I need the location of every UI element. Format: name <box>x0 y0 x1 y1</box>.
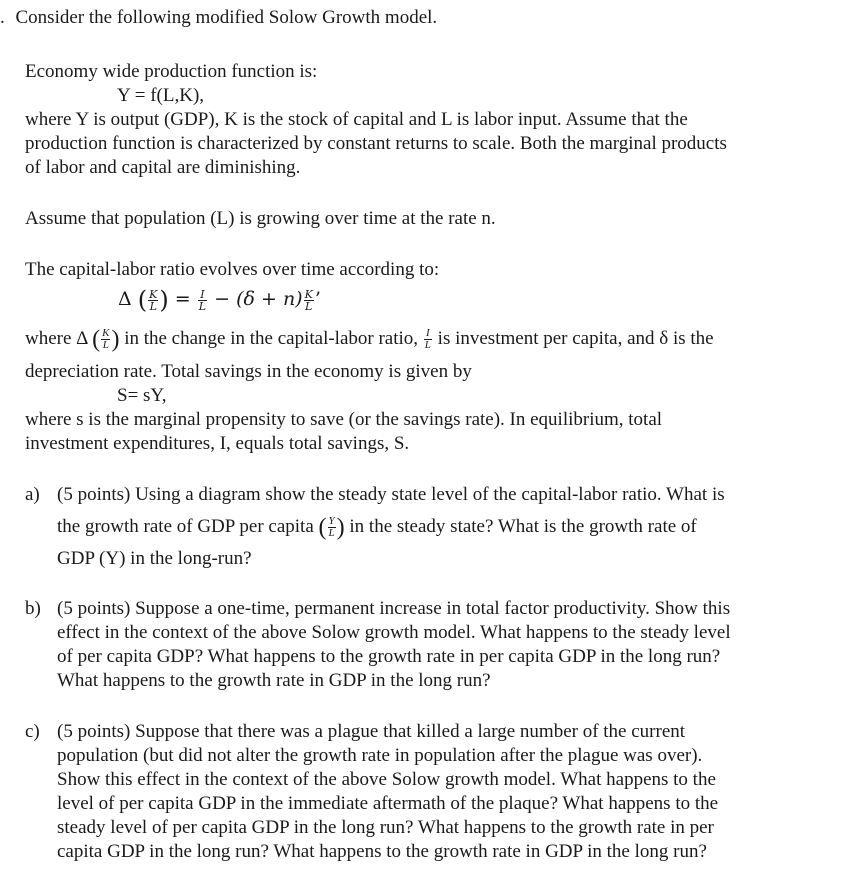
where-frac-k-over-l: $\frac{K}{L}$ <box>102 327 110 352</box>
eq-frac-i-over-l: $\frac{I}{L}$ <box>198 287 207 313</box>
eq-minus: − <box>214 288 231 310</box>
production-desc-2: production function is characterized by constant returns to scale. Both the marginal products <box>25 133 727 154</box>
eq-frac-k-over-l: $\frac{K}{L}$ <box>149 287 158 313</box>
problem-title-line <box>0 6 437 30</box>
frac-y-over-l: $\frac{Y}{L}$ <box>328 515 335 540</box>
question-b-label: b) <box>25 598 41 619</box>
question-a-line-3: GDP (Y) in the long-run? <box>57 548 252 569</box>
question-c-line-2: population (but did not alter the growth rate in population after the plague was over). <box>57 745 703 766</box>
question-c-line-5: steady level of per capita GDP in the long run? What happens to the growth rate in per <box>57 817 714 838</box>
capital-where-line: where Δ ( $\frac{K}{L}$ ) in the change in the capital-labor ratio, $\frac{I}{L}$ is investment per capita, and δ is the <box>25 326 714 353</box>
question-b-line-4: What happens to the growth rate in GDP in the long run? <box>57 670 491 691</box>
production-desc-1: where Y is output (GDP), K is the stock of capital and L is labor input. Assume that the <box>25 109 688 130</box>
question-c-line-1: (5 points) Suppose that there was a plague that killed a large number of the current <box>57 721 686 742</box>
eq-delta: Δ <box>118 288 132 310</box>
question-b-line-3: of per capita GDP? What happens to the growth rate in per capita GDP in the long run? <box>57 646 721 667</box>
eq-comma: ’ <box>314 288 321 310</box>
question-a-label: a) <box>25 484 40 505</box>
question-b-line-1: (5 points) Suppose a one-time, permanent increase in total factor productivity. Show this <box>57 598 731 619</box>
problem-number-mark: . <box>0 7 5 28</box>
where-frac-i-over-l: $\frac{I}{L}$ <box>424 327 431 352</box>
production-desc-3: of labor and capital are diminishing. <box>25 157 301 178</box>
capital-equilibrium-line: investment expenditures, I, equals total savings, S. <box>25 433 410 454</box>
capital-depreciation-line: depreciation rate. Total savings in the economy is given by <box>25 361 472 382</box>
question-c-line-3: Show this effect in the context of the above Solow growth model. What happens to the <box>57 769 716 790</box>
production-formula: Y = f(L,K), <box>117 85 205 106</box>
population-assumption: Assume that population (L) is growing over time at the rate n. <box>25 208 496 229</box>
capital-equation: Δ ( $\frac{K}{L}$ ) = $\frac{I}{L}$ − (δ + n) $\frac{K}{L}$ ’ <box>118 286 321 314</box>
capital-mps-line: where s is the marginal propensity to save (or the savings rate). In equilibrium, total <box>25 409 663 430</box>
eq-delta-n: (δ + n) <box>236 288 303 310</box>
capital-intro: The capital-labor ratio evolves over time according to: <box>25 259 440 280</box>
question-b-line-2: effect in the context of the above Solow growth model. What happens to the steady level <box>57 622 731 643</box>
production-intro: Economy wide production function is: <box>25 61 318 82</box>
question-a-line-2: the growth rate of GDP per capita ( $\frac{Y}{L}$ ) in the steady state? What is the growth rate of <box>57 514 697 541</box>
eq-frac-k-over-l-2: $\frac{K}{L}$ <box>304 287 313 313</box>
eq-equals: = <box>174 288 191 310</box>
question-c-line-4: level of per capita GDP in the immediate aftermath of the plaque? What happens to the <box>57 793 719 814</box>
problem-title: Consider the following modified Solow Growth model. <box>15 7 438 28</box>
question-a-line-1: (5 points) Using a diagram show the steady state level of the capital-labor ratio. What is <box>57 484 725 505</box>
question-c-line-6: capita GDP in the long run? What happens to the growth rate in GDP in the long run? <box>57 841 707 862</box>
question-c-label: c) <box>25 721 40 742</box>
savings-formula: S= sY, <box>117 385 167 406</box>
